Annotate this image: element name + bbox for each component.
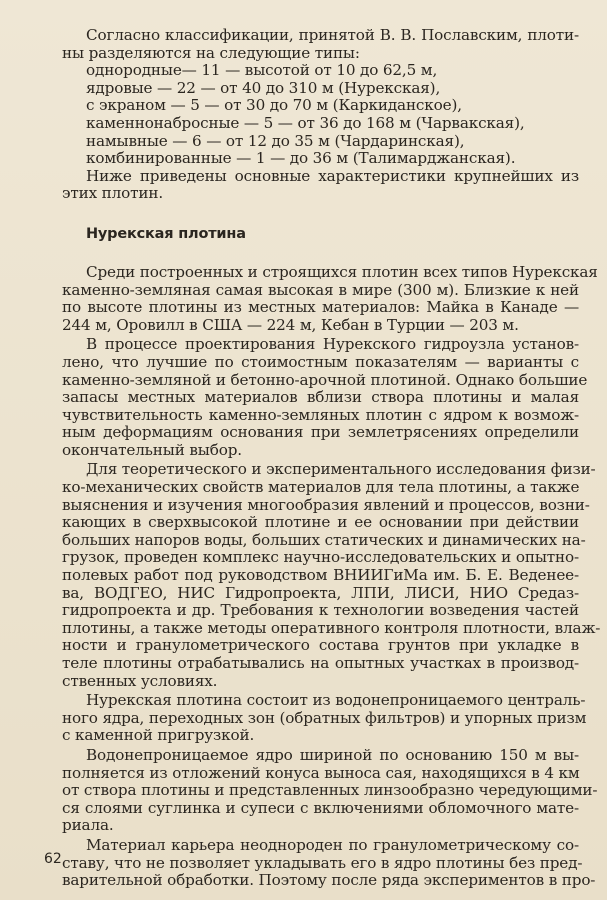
paragraph-line: ственных условиях. — [62, 671, 218, 690]
paragraph — [62, 745, 598, 835]
paragraph-line: полевых работ под руководством ВНИИГиМа им. Б. Е. Веденее- — [62, 566, 579, 585]
paragraph-line: каменно-земляной и бетонно-арочной плотиной. Однако большие — [62, 370, 588, 389]
paragraph — [62, 691, 587, 745]
paragraph-line: Среди построенных и строящихся плотин всех типов Нурекская — [86, 262, 598, 281]
paragraph-line: Нурекская плотина состоит из водонепроницаемого централь- — [86, 691, 586, 710]
section-heading: Нурекская плотина — [86, 225, 246, 242]
paragraph-line: 244 м, Оровилл в США — 224 м, Кебан в Турции — 203 м. — [62, 315, 519, 334]
intro-line: комбинированные — 1 — до 36 м (Талимарджанская). — [86, 149, 516, 168]
paragraph-line: грузок, проведен комплекс научно-исследовательских и опытно- — [62, 548, 579, 567]
paragraph-line: с каменной пригрузкой. — [62, 726, 255, 745]
intro-line: ны разделяются на следующие типы: — [62, 43, 360, 62]
paragraph-line: кающих в сверхвысокой плотине и ее основании при действии — [62, 513, 579, 532]
paragraph-line: ного ядра, переходных зон (обратных фильтров) и упорных призм — [62, 708, 587, 727]
paragraph-line: запасы местных материалов вблизи створа плотины и малая — [62, 388, 579, 407]
paragraph-line: каменно-земляная самая высокая в мире (300 м). Близкие к ней — [62, 280, 579, 299]
paragraph — [62, 262, 598, 334]
paragraph-line: ставу, что не позволяет укладывать его в ядро плотины без пред- — [62, 853, 583, 872]
paragraph-line: гидропроекта и др. Требования к технологии возведения частей — [62, 601, 579, 620]
paragraph-line: ва, ВОДГЕО, НИС Гидропроекта, ЛПИ, ЛИСИ, НИО Средаз- — [62, 583, 579, 602]
intro-line: намывные — 6 — от 12 до 35 м (Чардаринская), — [86, 131, 465, 150]
paragraph-line: больших напоров воды, больших статических и динамических на- — [62, 530, 586, 549]
paragraph-line: ным деформациям основания при землетрясениях определили — [62, 423, 579, 442]
paragraph-line: Материал карьера неоднороден по гранулометрическому со- — [86, 835, 579, 854]
paragraph — [62, 335, 588, 459]
paragraph-line: от створа плотины и представленных линзообразно чередующими- — [62, 781, 598, 800]
paragraph-line: полняется из отложений конуса выноса сая, находящихся в 4 км — [62, 763, 580, 782]
intro-line: ядровые — 22 — от 40 до 310 м (Нурекская), — [86, 78, 441, 97]
section-body — [62, 262, 601, 890]
page-number: 62 — [44, 851, 62, 867]
intro-line: Согласно классификации, принятой В. В. Пославским, плоти- — [86, 26, 579, 44]
paragraph-line: ности и гранулометрического состава грунтов при укладке в — [62, 636, 579, 655]
paragraph-line: ся слоями суглинка и супеси с включениями обломочного мате- — [62, 798, 579, 817]
paragraph-line: Для теоретического и экспериментального исследования физи- — [86, 460, 596, 479]
paragraph-line: чувствительность каменно-земляных плотин с ядром к возмож- — [62, 405, 579, 424]
paragraph-line: В процессе проектирования Нурекского гидроузла установ- — [86, 335, 579, 354]
paragraph — [62, 835, 596, 890]
paragraph-line: окончательный выбор. — [62, 440, 242, 459]
paragraph — [62, 460, 601, 690]
paragraph-line: варительной обработки. Поэтому после ряда экспериментов в про- — [62, 871, 596, 890]
paragraph-line: по высоте плотины из местных материалов: Майка в Канаде — — [62, 298, 579, 317]
paragraph-line: Водонепроницаемое ядро шириной по основанию 150 м вы- — [86, 745, 579, 764]
intro-line: Ниже приведены основные характеристики крупнейших из — [86, 166, 579, 185]
paragraph-line: выяснения и изучения многообразия явлений и процессов, возни- — [62, 495, 590, 514]
intro-line: с экраном — 5 — от 30 до 70 м (Каркиданское), — [86, 96, 462, 115]
intro-line: этих плотин. — [62, 184, 164, 203]
paragraph-line: лено, что лучшие по стоимостным показателям — варианты с — [62, 352, 579, 371]
paragraph-line: ко-механических свойств материалов для тела плотины, а также — [62, 478, 580, 497]
intro-paragraph — [62, 27, 579, 203]
paragraph-line: риала. — [62, 816, 114, 835]
intro-line: каменнонабросные — 5 — от 36 до 168 м (Чарвакская), — [86, 113, 525, 132]
intro-line: однородные— 11 — высотой от 10 до 62,5 м, — [86, 61, 438, 80]
paragraph-line: теле плотины отрабатывались на опытных участках в производ- — [62, 654, 579, 672]
paragraph-line: плотины, а также методы оперативного контроля плотности, влаж- — [62, 618, 601, 637]
